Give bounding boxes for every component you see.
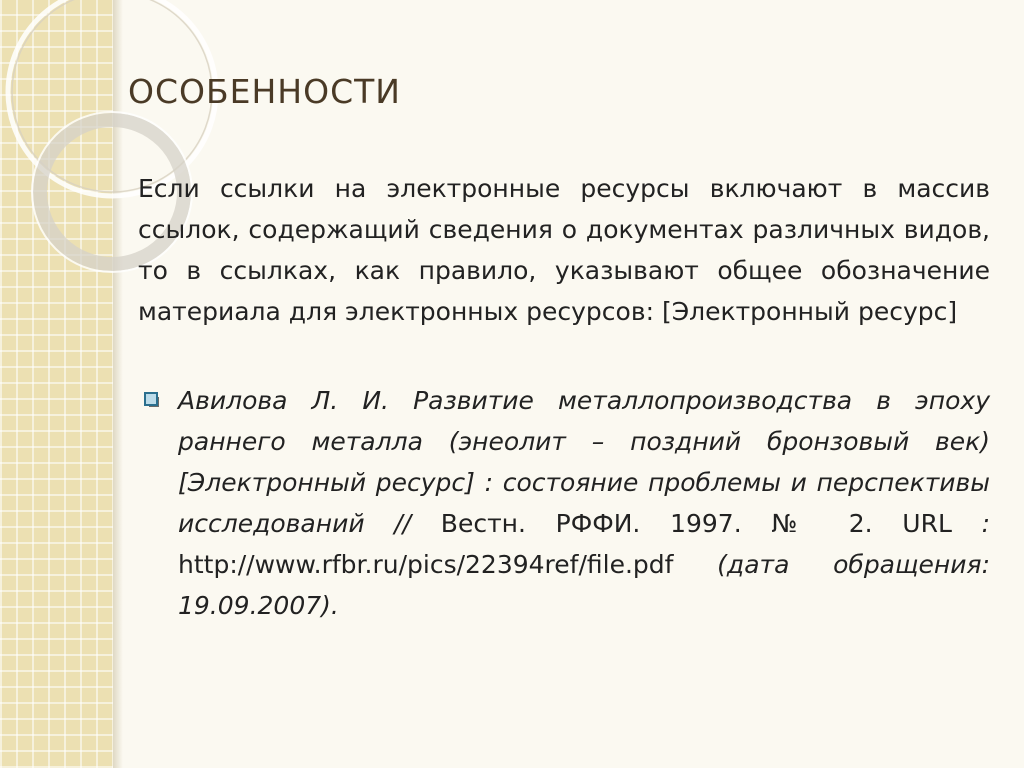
reference-url-separator: :: [951, 509, 991, 538]
square-bullet-icon: [144, 392, 158, 406]
reference-url-label: URL: [872, 509, 952, 538]
body-paragraph: Если ссылки на электронные ресурсы включают в массив ссылок, содержащий сведения о документах различных видов, то в ссылках, как правило, указывают общее обозначение материала для электронных ресурсов: [Электронный ресурс]: [138, 174, 990, 326]
reference-item: [138, 380, 990, 626]
reference-access-date: (дата обращения: 19.09.2007).: [178, 550, 990, 620]
reference-list: [138, 380, 990, 626]
reference-journal: Вестн. РФФИ. 1997. № 2.: [440, 509, 873, 538]
reference-url-link[interactable]: http://www.rfbr.ru/pics/22394ref/file.pdf: [178, 550, 674, 579]
slide-title: ОСОБЕННОСТИ: [128, 72, 401, 111]
reference-text: Авилова Л. И. Развитие металлопроизводства в эпоху раннего металла (энеолит – поздний бронзовый век) [Электронный ресурс] : состояние проблемы и перспективы исследований //: [178, 386, 990, 538]
